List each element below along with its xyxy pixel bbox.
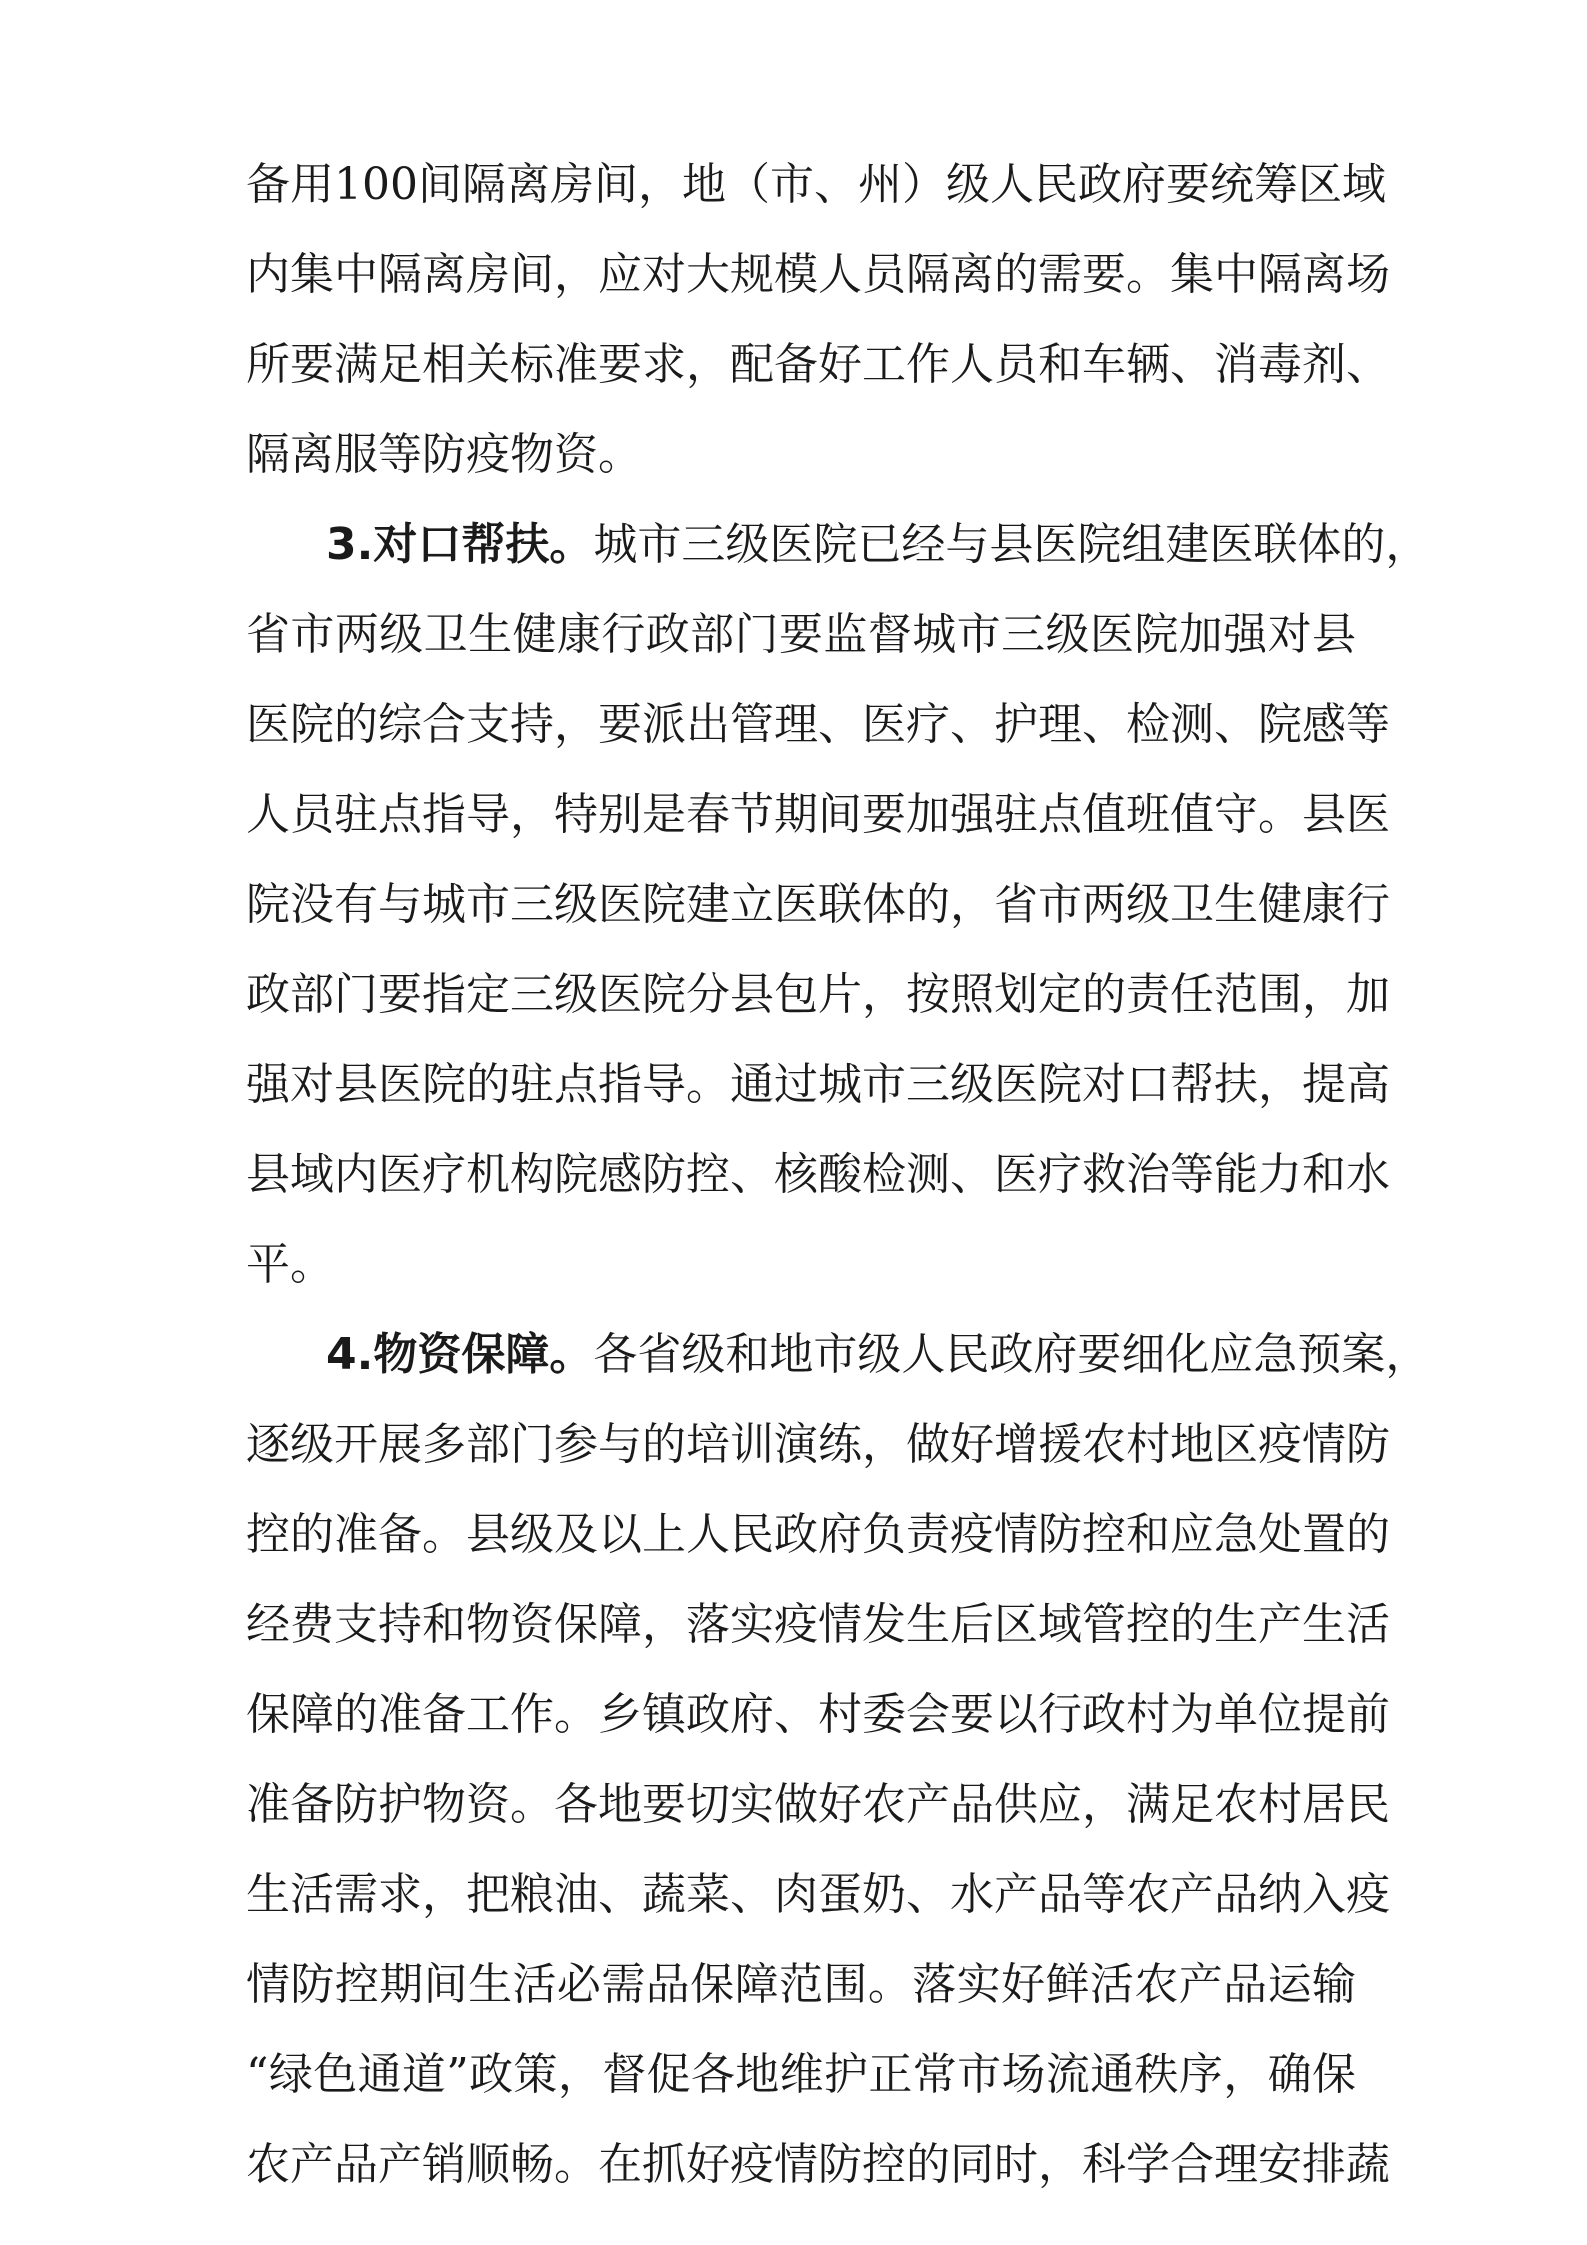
paragraph-line: 人员驻点指导，特别是春节期间要加强驻点值班值守。县医 [246,789,1390,840]
paragraph-line: 县域内医疗机构院感防控、核酸检测、医疗救治等能力和水 [246,1149,1390,1200]
paragraph-line: 平。 [246,1239,334,1290]
paragraph-line: 经费支持和物资保障，落实疫情发生后区域管控的生产生活 [246,1599,1390,1650]
paragraph-line: 农产品产销顺畅。在抓好疫情防控的同时，科学合理安排蔬 [246,2139,1390,2190]
paragraph-line: 准备防护物资。各地要切实做好农产品供应，满足农村居民 [246,1779,1390,1830]
paragraph-line: 内集中隔离房间，应对大规模人员隔离的需要。集中隔离场 [246,249,1390,300]
paragraph-line: 省市两级卫生健康行政部门要监督城市三级医院加强对县 [246,609,1356,660]
paragraph-line: 情防控期间生活必需品保障范围。落实好鲜活农产品运输 [246,1959,1356,2010]
paragraph-line: 保障的准备工作。乡镇政府、村委会要以行政村为单位提前 [246,1689,1390,1740]
paragraph-line: 医院的综合支持，要派出管理、医疗、护理、检测、院感等 [246,699,1390,750]
paragraph-line: 院没有与城市三级医院建立医联体的，省市两级卫生健康行 [246,879,1390,930]
paragraph-line: 隔离服等防疫物资。 [246,429,642,480]
section-4-heading: 4.物资保障。 [326,1329,594,1380]
paragraph-line: “绿色通道”政策，督促各地维护正常市场流通秩序，确保 [246,2049,1356,2100]
paragraph-line: 备用100间隔离房间，地（市、州）级人民政府要统筹区域 [246,159,1386,210]
paragraph-line: 强对县医院的驻点指导。通过城市三级医院对口帮扶，提高 [246,1059,1390,1110]
section-4-first-line [326,1310,1430,1400]
section-3-first-line [326,500,1430,590]
paragraph-line: 控的准备。县级及以上人民政府负责疫情防控和应急处置的 [246,1509,1390,1560]
paragraph-line: 逐级开展多部门参与的培训演练，做好增援农村地区疫情防 [246,1419,1390,1470]
section-4-first-line-text: 各省级和地市级人民政府要细化应急预案， [593,1329,1430,1380]
paragraph-line: 政部门要指定三级医院分县包片，按照划定的责任范围，加 [246,969,1390,1020]
section-3-heading: 3.对口帮扶。 [326,519,594,570]
paragraph-line: 生活需求，把粮油、蔬菜、肉蛋奶、水产品等农产品纳入疫 [246,1869,1390,1920]
paragraph-line: 所要满足相关标准要求，配备好工作人员和车辆、消毒剂、 [246,339,1390,390]
section-3-first-line-text: 城市三级医院已经与县医院组建医联体的， [593,519,1430,570]
